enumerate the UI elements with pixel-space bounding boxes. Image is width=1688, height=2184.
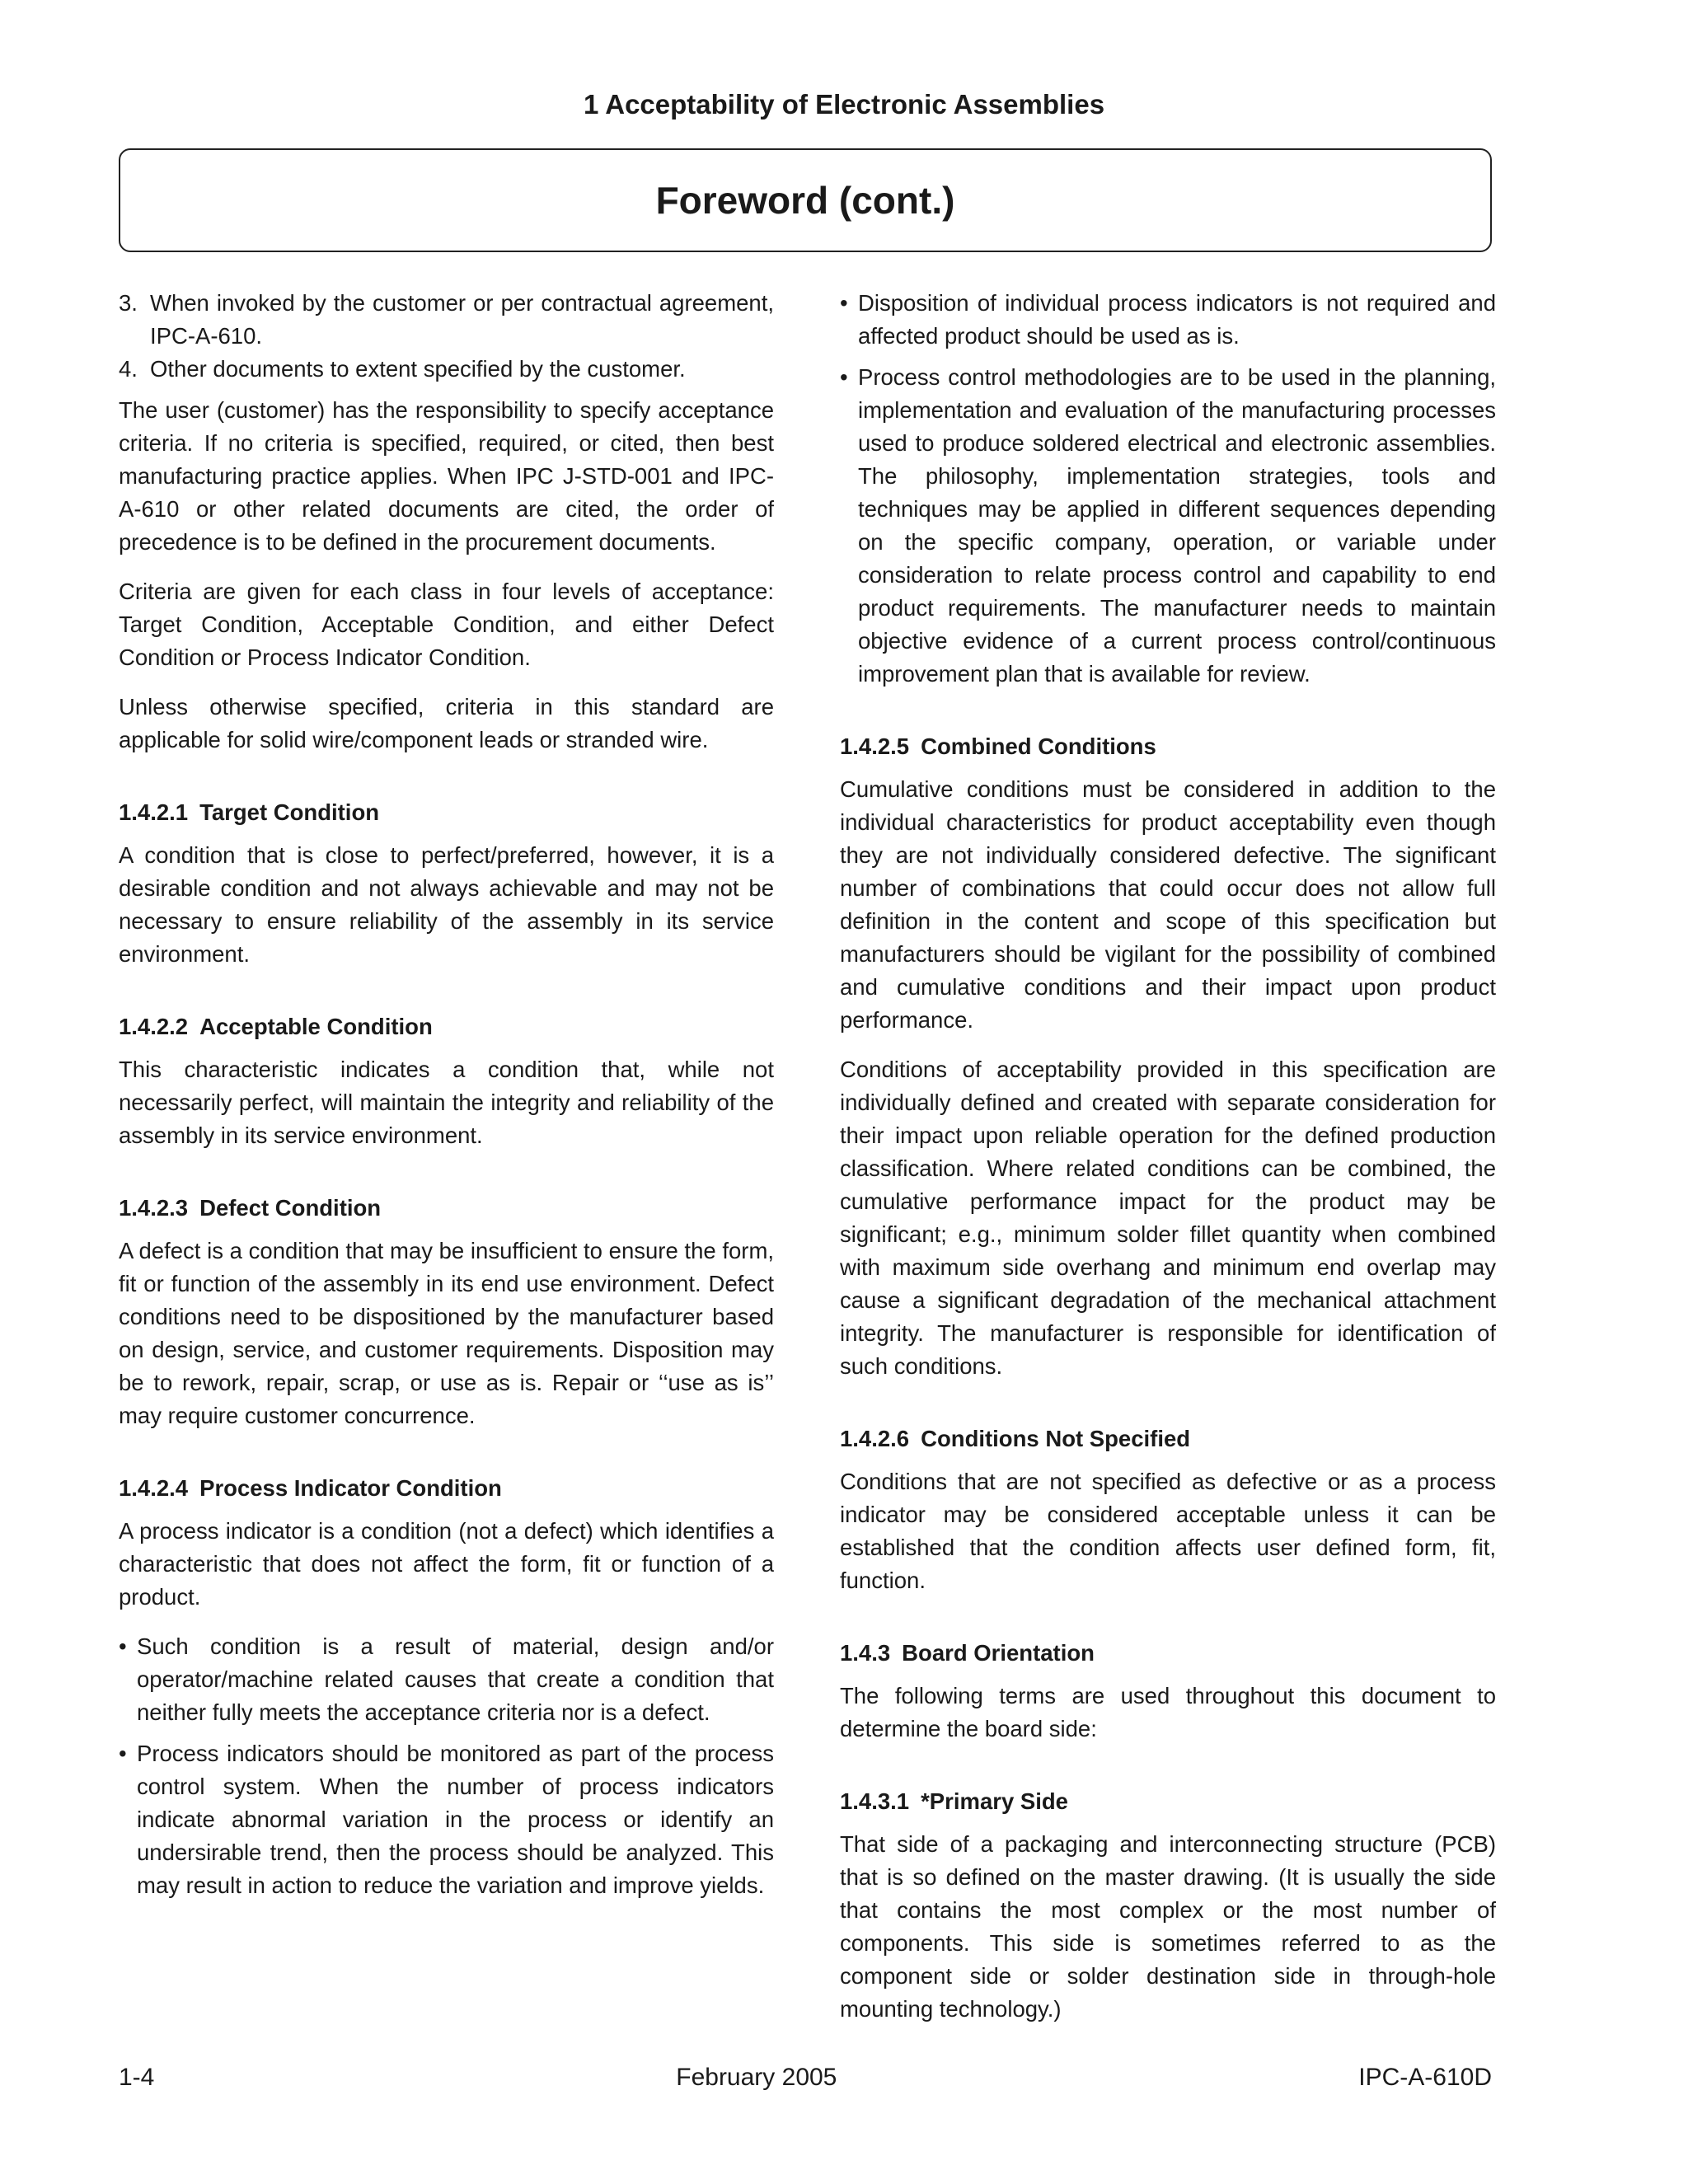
paragraph: The following terms are used throughout this document to determine the board side:: [840, 1683, 1496, 1741]
subsection-heading: [119, 1010, 774, 1043]
left-column: [119, 287, 774, 1919]
list-marker: 3.: [119, 290, 138, 316]
subsection-title: Combined Conditions: [921, 733, 1156, 759]
paragraph: Criteria are given for each class in four levels of acceptance: Target Condition, Acceptable Condition, and either Defect Condition or Process Indicator Condition.: [119, 579, 774, 670]
paragraph: Conditions that are not specified as defective or as a process indicator may be considered acceptable unless it can be established that the condition affects user defined form, fit, function.: [840, 1469, 1496, 1593]
list-marker: 4.: [119, 356, 138, 382]
section-title: Foreword (cont.): [655, 179, 955, 222]
subsection-number: 1.4.3.1: [840, 1788, 910, 1814]
subsection-heading: [840, 1785, 1496, 1818]
paragraph: A condition that is close to perfect/preferred, however, it is a desirable condition and not always achievable and may not be necessary to ensure reliability of the assembly in its service environment.: [119, 842, 774, 967]
list-item-text: When invoked by the customer or per contractual agreement, IPC-A-610.: [150, 290, 774, 349]
subsection-title: Acceptable Condition: [199, 1014, 433, 1039]
list-item: [840, 361, 1496, 691]
paragraph: That side of a packaging and interconnecting structure (PCB) that is so defined on the master drawing. (It is usually the side that contains the most complex or the most number of components. This side is sometimes referred to as the component side or solder destination side in through-hole mounting technology.): [840, 1831, 1496, 2022]
subsection-number: 1.4.2.3: [119, 1195, 189, 1221]
list-item: [119, 287, 774, 353]
subsection-number: 1.4.2.2: [119, 1014, 189, 1039]
chapter-title: 1 Acceptability of Electronic Assemblies: [583, 89, 1105, 120]
document-id: IPC-A-610D: [1358, 2064, 1492, 2091]
bullet-marker: •: [840, 290, 848, 316]
list-item-text: Process control methodologies are to be used in the planning, implementation and evaluation of the manufacturing processes used to produce soldered electrical and electronic assemblies. The philosophy, implementation strategies, tools and techniques may be applied in different sequences depending on the specific company, operation, or variable under consideration to relate process control and capability to end product requirements. The manufacturer needs to maintain objective evidence of a current process control/continuous improvement plan that is available for review.: [858, 364, 1496, 687]
subsection-heading: [119, 1192, 774, 1225]
subsection-heading: [840, 1637, 1496, 1670]
paragraph: A process indicator is a condition (not a defect) which identifies a characteristic that does not affect the form, fit or function of a product.: [119, 1518, 774, 1610]
page-number: 1-4: [119, 2064, 155, 2091]
list-item: [119, 1737, 774, 1902]
bullet-list: [119, 1630, 774, 1902]
list-item: [119, 1630, 774, 1729]
subsection-number: 1.4.2.4: [119, 1475, 189, 1501]
list-item-text: Process indicators should be monitored as part of the process control system. When the number of process indicators indicate abnormal variation in the process or identify an undersirable trend, then the process should be analyzed. This may result in action to reduce the variation and improve yields.: [137, 1741, 774, 1898]
subsection-title: Conditions Not Specified: [921, 1426, 1191, 1451]
subsection-heading: [840, 730, 1496, 763]
publication-date: February 2005: [676, 2064, 837, 2091]
subsection-title: *Primary Side: [921, 1788, 1068, 1814]
paragraph: A defect is a condition that may be insufficient to ensure the form, fit or function of the assembly in its end use environment. Defect conditions need to be dispositioned by the manufacturer based on design, service, and customer requirements. Disposition may be to rework, repair, scrap, or use as is. Repair or ‘‘use as is’’ may require customer concurrence.: [119, 1238, 774, 1428]
list-item-text: Disposition of individual process indicators is not required and affected product should be used as is.: [858, 290, 1496, 349]
paragraph: Unless otherwise specified, criteria in this standard are applicable for solid wire/component leads or stranded wire.: [119, 694, 774, 752]
list-item-text: Such condition is a result of material, design and/or operator/machine related causes that create a condition that neither fully meets the acceptance criteria nor is a defect.: [137, 1633, 774, 1725]
list-item: [840, 287, 1496, 353]
subsection-title: Process Indicator Condition: [199, 1475, 502, 1501]
subsection-title: Board Orientation: [902, 1640, 1095, 1666]
numbered-list: [119, 287, 774, 386]
paragraph: The user (customer) has the responsibility to specify acceptance criteria. If no criteria is specified, required, or cited, then best manufacturing practice applies. When IPC J-STD-001 and IPC-A-610 or other related documents are cited, the order of precedence is to be defined in the procurement documents.: [119, 397, 774, 555]
bullet-marker: •: [840, 364, 848, 390]
subsection-title: Target Condition: [199, 799, 380, 825]
paragraph: Cumulative conditions must be considered in addition to the individual characteristics for product acceptability even though they are not individually considered defective. The significant number of combinations that could occur does not allow full definition in the content and scope of this specification but manufacturers should be vigilant for the possibility of combined and cumulative conditions and their impact upon product performance.: [840, 776, 1496, 1033]
bullet-list: [840, 287, 1496, 691]
bullet-marker: •: [119, 1741, 127, 1766]
subsection-number: 1.4.2.1: [119, 799, 189, 825]
section-title-box: [119, 148, 1492, 252]
subsection-number: 1.4.2.5: [840, 733, 910, 759]
paragraph: This characteristic indicates a condition that, while not necessarily perfect, will maintain the integrity and reliability of the assembly in its service environment.: [119, 1057, 774, 1148]
subsection-number: 1.4.3: [840, 1640, 891, 1666]
subsection-title: Defect Condition: [199, 1195, 382, 1221]
subsection-heading: [840, 1422, 1496, 1455]
subsection-heading: [119, 796, 774, 829]
list-item: [119, 353, 774, 386]
paragraph: Conditions of acceptability provided in this specification are individually defined and created with separate consideration for their impact upon reliable operation for the defined production classification. Where related conditions can be combined, the cumulative performance impact for the product may be significant; e.g., minimum solder fillet quantity when combined with maximum side overhang and minimum end overlap may cause a significant degradation of the mechanical attachment integrity. The manufacturer is responsible for identification of such conditions.: [840, 1057, 1496, 1379]
bullet-marker: •: [119, 1633, 127, 1659]
subsection-number: 1.4.2.6: [840, 1426, 910, 1451]
list-item-text: Other documents to extent specified by the customer.: [150, 356, 686, 382]
page-footer: [119, 2064, 1492, 2092]
subsection-heading: [119, 1472, 774, 1505]
right-column: [840, 287, 1496, 2042]
